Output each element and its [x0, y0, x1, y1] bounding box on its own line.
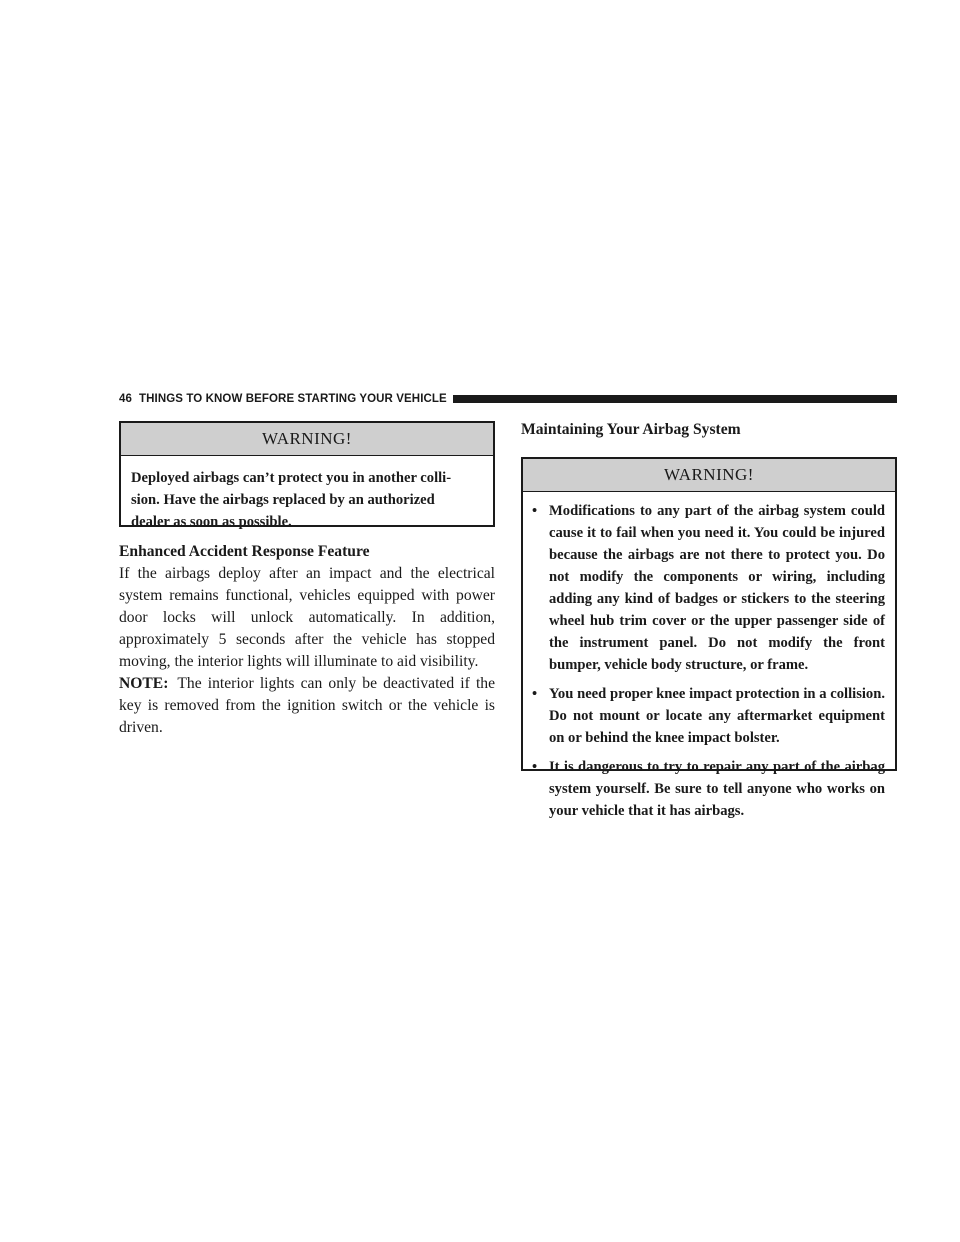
warning-bullet-list [523, 492, 895, 822]
airbag-maintenance-warning-box [521, 457, 897, 819]
bullet-icon: • [532, 686, 538, 702]
header-rule [453, 395, 897, 403]
warning-bullet-item [532, 756, 885, 822]
header-title: THINGS TO KNOW BEFORE STARTING YOUR VEHICLE [139, 393, 447, 405]
warning-line: Deployed airbags can’t protect you in another colli- [131, 470, 452, 486]
note-text: The interior lights can only be deactivated if the key is removed from the ignition switch or the vehicle is driven. [119, 675, 495, 736]
page-header [119, 392, 897, 406]
bullet-icon: • [532, 503, 538, 519]
airbag-replacement-warning-box [119, 421, 495, 530]
warning-line: dealer as soon as possible. [131, 514, 292, 530]
warning-bullet-item [532, 683, 885, 749]
warning-bullet-item [532, 500, 885, 676]
section-title-maintaining-airbag: Maintaining Your Airbag System [521, 421, 741, 438]
bullet-text: It is dangerous to try to repair any part of the airbag system yourself. Be sure to tell anyone who works on your vehicle that it has airbags. [549, 759, 885, 819]
bullet-icon: • [532, 759, 538, 775]
enhanced-accident-paragraph: If the airbags deploy after an impact and the electrical system remains functional, vehicles equipped with power door locks will unlock automatically. In addition, approximately 5 seconds after the vehicle has stopped moving, the interior lights will illuminate to aid visibility. [119, 565, 495, 670]
bullet-text: You need proper knee impact protection in a collision. Do not mount or locate any aftermarket equipment on or behind the knee impact bolster. [549, 686, 885, 746]
page-number: 46 [119, 393, 132, 405]
section-title-enhanced-accident-response: Enhanced Accident Response Feature [119, 543, 370, 560]
warning-text [121, 456, 493, 533]
warning-line: sion. Have the airbags replaced by an authorized [131, 492, 435, 508]
bullet-text: Modifications to any part of the airbag system could cause it to fail when you need it. You could be injured because the airbags are not there to protect you. Do not modify the components or wiring, including adding any kind of badges or stickers to the steering wheel hub trim cover or the upper passenger side of the instrument panel. Do not modify the front bumper, vehicle body structure, or frame. [549, 503, 885, 673]
note-paragraph [119, 673, 495, 739]
warning-heading: WARNING! [523, 459, 895, 492]
warning-heading: WARNING! [121, 423, 493, 456]
note-label: NOTE: [119, 675, 169, 692]
